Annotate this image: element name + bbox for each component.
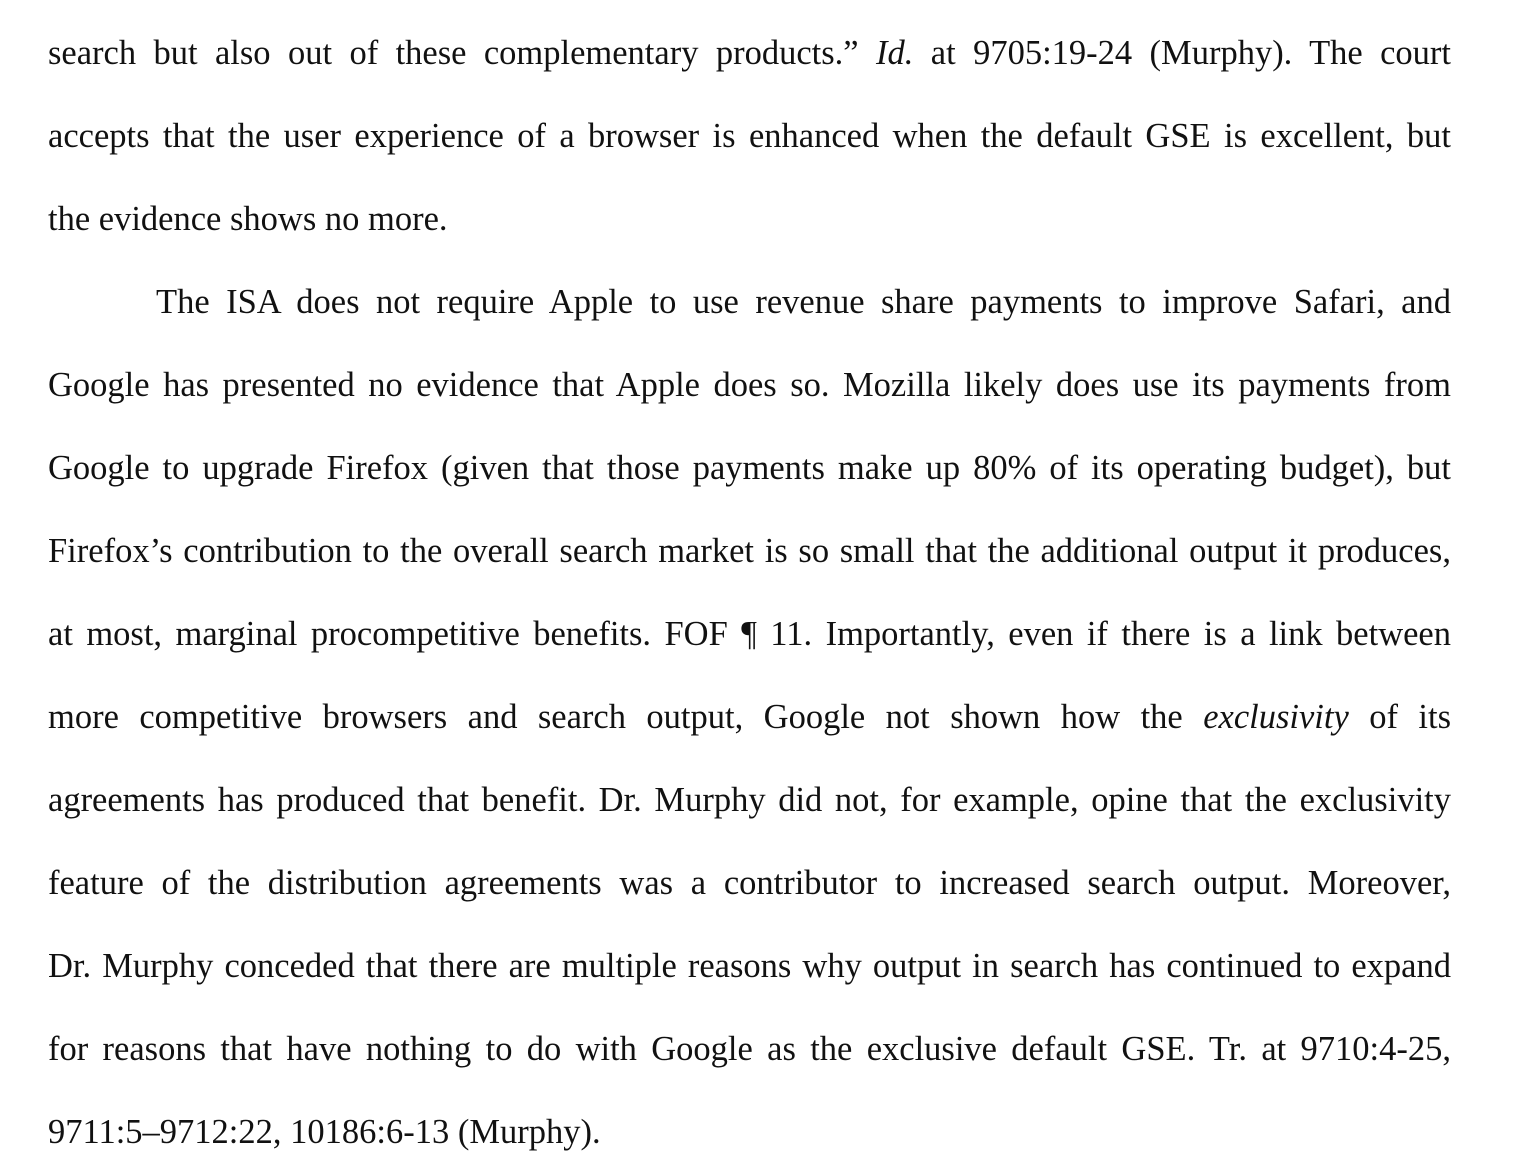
text-line: for reasons that have nothing to do with Google as the exclusive default GSE. Tr. at 9710:4-25, <box>48 1030 1451 1068</box>
text-line: Firefox’s contribution to the overall search market is so small that the additional output it produces, <box>48 532 1451 570</box>
text-line: 9711:5–9712:22, 10186:6-13 (Murphy). <box>48 1113 601 1151</box>
text-line: accepts that the user experience of a browser is enhanced when the default GSE is excellent, but <box>48 117 1451 155</box>
text-line: Google to upgrade Firefox (given that those payments make up 80% of its operating budget), but <box>48 449 1451 487</box>
text-line: Google has presented no evidence that Apple does so. Mozilla likely does use its payments from <box>48 366 1451 404</box>
text-line: Dr. Murphy conceded that there are multiple reasons why output in search has continued to expand <box>48 947 1451 985</box>
citation-italic: Id. <box>876 34 914 72</box>
text-line: The ISA does not require Apple to use revenue share payments to improve Safari, and <box>156 283 1451 321</box>
text-line: more competitive browsers and search output, Google not shown how the exclusivity of its <box>48 698 1451 736</box>
text-line: the evidence shows no more. <box>48 200 448 238</box>
text-line: feature of the distribution agreements was a contributor to increased search output. Moreover, <box>48 864 1451 902</box>
emphasis-italic: exclusivity <box>1203 698 1349 736</box>
text-line: search but also out of these complementary products.” Id. at 9705:19-24 (Murphy). The court <box>48 34 1452 72</box>
text-line: at most, marginal procompetitive benefits. FOF ¶ 11. Importantly, even if there is a link between <box>48 615 1451 653</box>
text-line: agreements has produced that benefit. Dr. Murphy did not, for example, opine that the exclusivity <box>48 781 1451 819</box>
